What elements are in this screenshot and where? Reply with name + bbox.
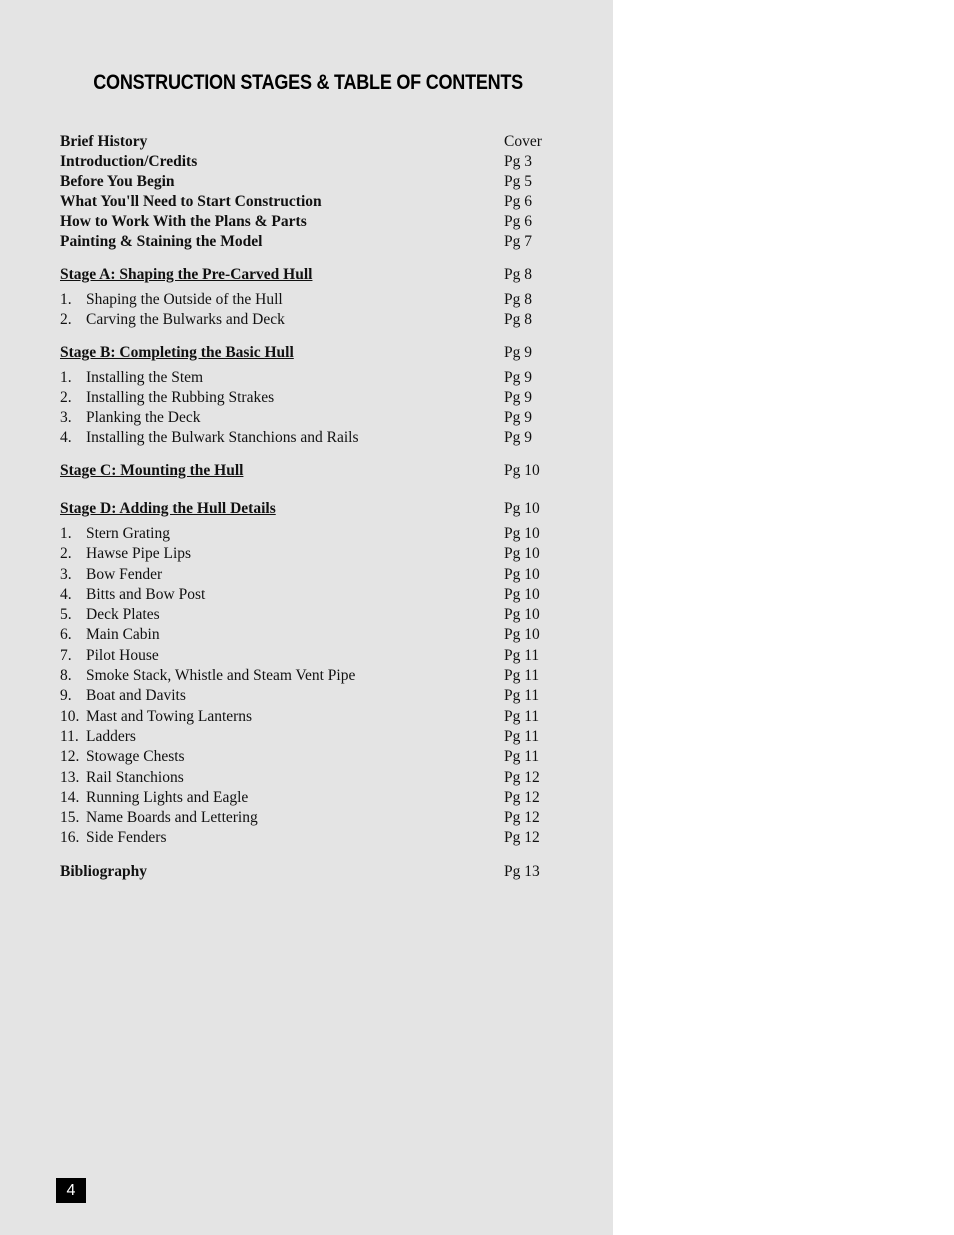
toc-entry-introduction[interactable] — [60, 152, 560, 172]
toc-item-number: 7. — [60, 646, 72, 664]
toc-item-text: Installing the Bulwark Stanchions and Rails — [86, 429, 359, 446]
toc-entry-page: Pg 3 — [504, 153, 532, 170]
toc-stage-page: Pg 10 — [504, 462, 540, 479]
toc-item-text: Planking the Deck — [86, 409, 201, 426]
toc-entry-painting-staining[interactable] — [60, 232, 560, 252]
toc-item-text: Rail Stanchions — [86, 768, 184, 786]
toc-item-text: Pilot House — [86, 646, 159, 664]
toc-item-page: Pg 9 — [504, 429, 532, 446]
toc-item-page: Pg 11 — [504, 646, 540, 664]
toc-item-number: 1. — [60, 525, 72, 542]
toc-stage-a[interactable] — [60, 265, 560, 285]
toc-item-page: Pg 10 — [504, 525, 540, 542]
toc-entry-page: Pg 5 — [504, 173, 532, 190]
toc-item-page: Pg 11 — [504, 687, 540, 705]
toc-entry-page: Pg 13 — [504, 862, 540, 880]
toc-entry-label: Introduction/Credits — [60, 153, 198, 170]
toc-entry-before-you-begin[interactable] — [60, 172, 560, 192]
toc-item-text: Boat and Davits — [86, 687, 186, 705]
toc-entry-page: Pg 7 — [504, 233, 532, 250]
toc-item-number: 2. — [60, 311, 72, 328]
toc-item-page: Pg 12 — [504, 788, 540, 806]
toc-item-number: 1. — [60, 291, 72, 308]
toc-item-number: 10. — [60, 707, 80, 725]
toc-item-number: 12. — [60, 748, 80, 766]
toc-item-text: Bow Fender — [86, 565, 163, 583]
toc-item[interactable] — [60, 408, 560, 428]
toc-item-page: Pg 12 — [504, 768, 540, 786]
toc-item-text: Side Fenders — [86, 829, 167, 847]
toc-item-text: Hawse Pipe Lips — [86, 545, 192, 563]
toc-item-text: Ladders — [86, 727, 136, 745]
toc-item-number: 13. — [60, 768, 80, 786]
toc-item-number: 15. — [60, 809, 80, 827]
toc-item-number: 2. — [60, 545, 72, 563]
toc-item-text: Shaping the Outside of the Hull — [86, 291, 283, 308]
toc-item-number: 3. — [60, 565, 72, 583]
toc-item[interactable] — [60, 428, 560, 448]
toc-item-number: 6. — [60, 626, 72, 644]
toc-stage-label: Stage D: Adding the Hull Details — [60, 500, 276, 517]
toc-stage-label: Stage A: Shaping the Pre-Carved Hull — [60, 266, 313, 283]
toc-item-number: 16. — [60, 829, 80, 847]
toc-item[interactable] — [60, 808, 560, 828]
toc-item-page: Pg 9 — [504, 389, 532, 406]
toc-stage-page: Pg 10 — [504, 500, 540, 517]
toc-item-page: Pg 9 — [504, 369, 532, 386]
toc-entry-bibliography[interactable] — [60, 862, 560, 882]
toc-item[interactable] — [60, 727, 560, 747]
toc-item[interactable] — [60, 585, 560, 605]
toc-stage-page: Pg 9 — [504, 344, 532, 361]
toc-item[interactable] — [60, 788, 560, 808]
toc-entry-label: Before You Begin — [60, 173, 175, 190]
toc-item[interactable] — [60, 388, 560, 408]
toc-item-page: Pg 10 — [504, 545, 540, 563]
toc-item-number: 8. — [60, 667, 72, 685]
toc-item-text: Stern Grating — [86, 525, 170, 542]
toc-item[interactable] — [60, 686, 560, 706]
toc-item-number: 14. — [60, 788, 80, 806]
toc-item-page: Pg 10 — [504, 606, 540, 624]
toc-item[interactable] — [60, 768, 560, 788]
toc-item-page: Pg 8 — [504, 291, 532, 308]
toc-entry-label: How to Work With the Plans & Parts — [60, 213, 307, 230]
toc-item[interactable] — [60, 368, 560, 388]
toc-item-page: Pg 12 — [504, 829, 540, 847]
toc-stage-page: Pg 8 — [504, 266, 532, 283]
toc-item-page: Pg 10 — [504, 565, 540, 583]
toc-item-number: 11. — [60, 727, 79, 745]
page-title: CONSTRUCTION STAGES & TABLE OF CONTENTS — [93, 71, 523, 94]
toc-item-page: Pg 11 — [504, 727, 540, 745]
toc-item-page: Pg 12 — [504, 809, 540, 827]
toc-item[interactable] — [60, 605, 560, 625]
toc-entry-label: Bibliography — [60, 862, 147, 880]
toc-item-text: Installing the Stem — [86, 369, 204, 386]
toc-entry-page: Pg 6 — [504, 213, 532, 230]
toc-item-number: 1. — [60, 369, 72, 386]
toc-item-number: 4. — [60, 429, 72, 446]
toc-item-page: Pg 11 — [504, 748, 540, 766]
toc-item-number: 9. — [60, 687, 72, 705]
toc-item[interactable] — [60, 524, 560, 544]
toc-item-text: Smoke Stack, Whistle and Steam Vent Pipe — [86, 667, 356, 685]
toc-item[interactable] — [60, 290, 560, 310]
toc-item-number: 3. — [60, 409, 72, 426]
toc-item-text: Carving the Bulwarks and Deck — [86, 311, 285, 328]
toc-entry-what-youll-need[interactable] — [60, 192, 560, 212]
toc-item[interactable] — [60, 625, 560, 645]
toc-stage-b[interactable] — [60, 343, 560, 363]
toc-stage-c[interactable] — [60, 461, 560, 481]
toc-item-page: Pg 9 — [504, 409, 532, 426]
toc-item-text: Running Lights and Eagle — [86, 788, 249, 806]
toc-item-text: Main Cabin — [86, 626, 160, 644]
toc-entry-label: Painting & Staining the Model — [60, 233, 263, 250]
toc-item-text: Stowage Chests — [86, 748, 185, 766]
toc-item-text: Name Boards and Lettering — [86, 809, 258, 827]
toc-item-number: 2. — [60, 389, 72, 406]
table-of-contents — [60, 132, 560, 882]
toc-item-page: Pg 8 — [504, 311, 532, 328]
toc-item[interactable] — [60, 747, 560, 767]
toc-entry-plans-and-parts[interactable] — [60, 212, 560, 232]
toc-entry-label: What You'll Need to Start Construction — [60, 193, 322, 210]
toc-item[interactable] — [60, 310, 560, 330]
toc-item-page: Pg 10 — [504, 585, 540, 603]
toc-item-page: Pg 11 — [504, 707, 540, 725]
toc-entry-page: Cover — [504, 133, 542, 150]
toc-item[interactable] — [60, 646, 560, 666]
toc-item-text: Installing the Rubbing Strakes — [86, 389, 275, 406]
toc-item-page: Pg 11 — [504, 667, 540, 685]
toc-item[interactable] — [60, 707, 560, 727]
toc-item-number: 5. — [60, 606, 72, 624]
toc-stage-label: Stage C: Mounting the Hull — [60, 462, 244, 479]
toc-item-text: Deck Plates — [86, 606, 160, 624]
page-number-badge: 4 — [56, 1178, 86, 1203]
toc-item-page: Pg 10 — [504, 626, 540, 644]
toc-item[interactable] — [60, 544, 560, 564]
toc-item[interactable] — [60, 828, 560, 848]
toc-entry-label: Brief History — [60, 133, 148, 150]
toc-stage-d[interactable] — [60, 499, 560, 519]
toc-item-number: 4. — [60, 585, 72, 603]
toc-item[interactable] — [60, 666, 560, 686]
toc-stage-label: Stage B: Completing the Basic Hull — [60, 344, 294, 361]
toc-item-text: Bitts and Bow Post — [86, 585, 206, 603]
toc-entry-brief-history[interactable] — [60, 132, 560, 152]
toc-entry-page: Pg 6 — [504, 193, 532, 210]
toc-item-text: Mast and Towing Lanterns — [86, 707, 253, 725]
toc-item[interactable] — [60, 565, 560, 585]
